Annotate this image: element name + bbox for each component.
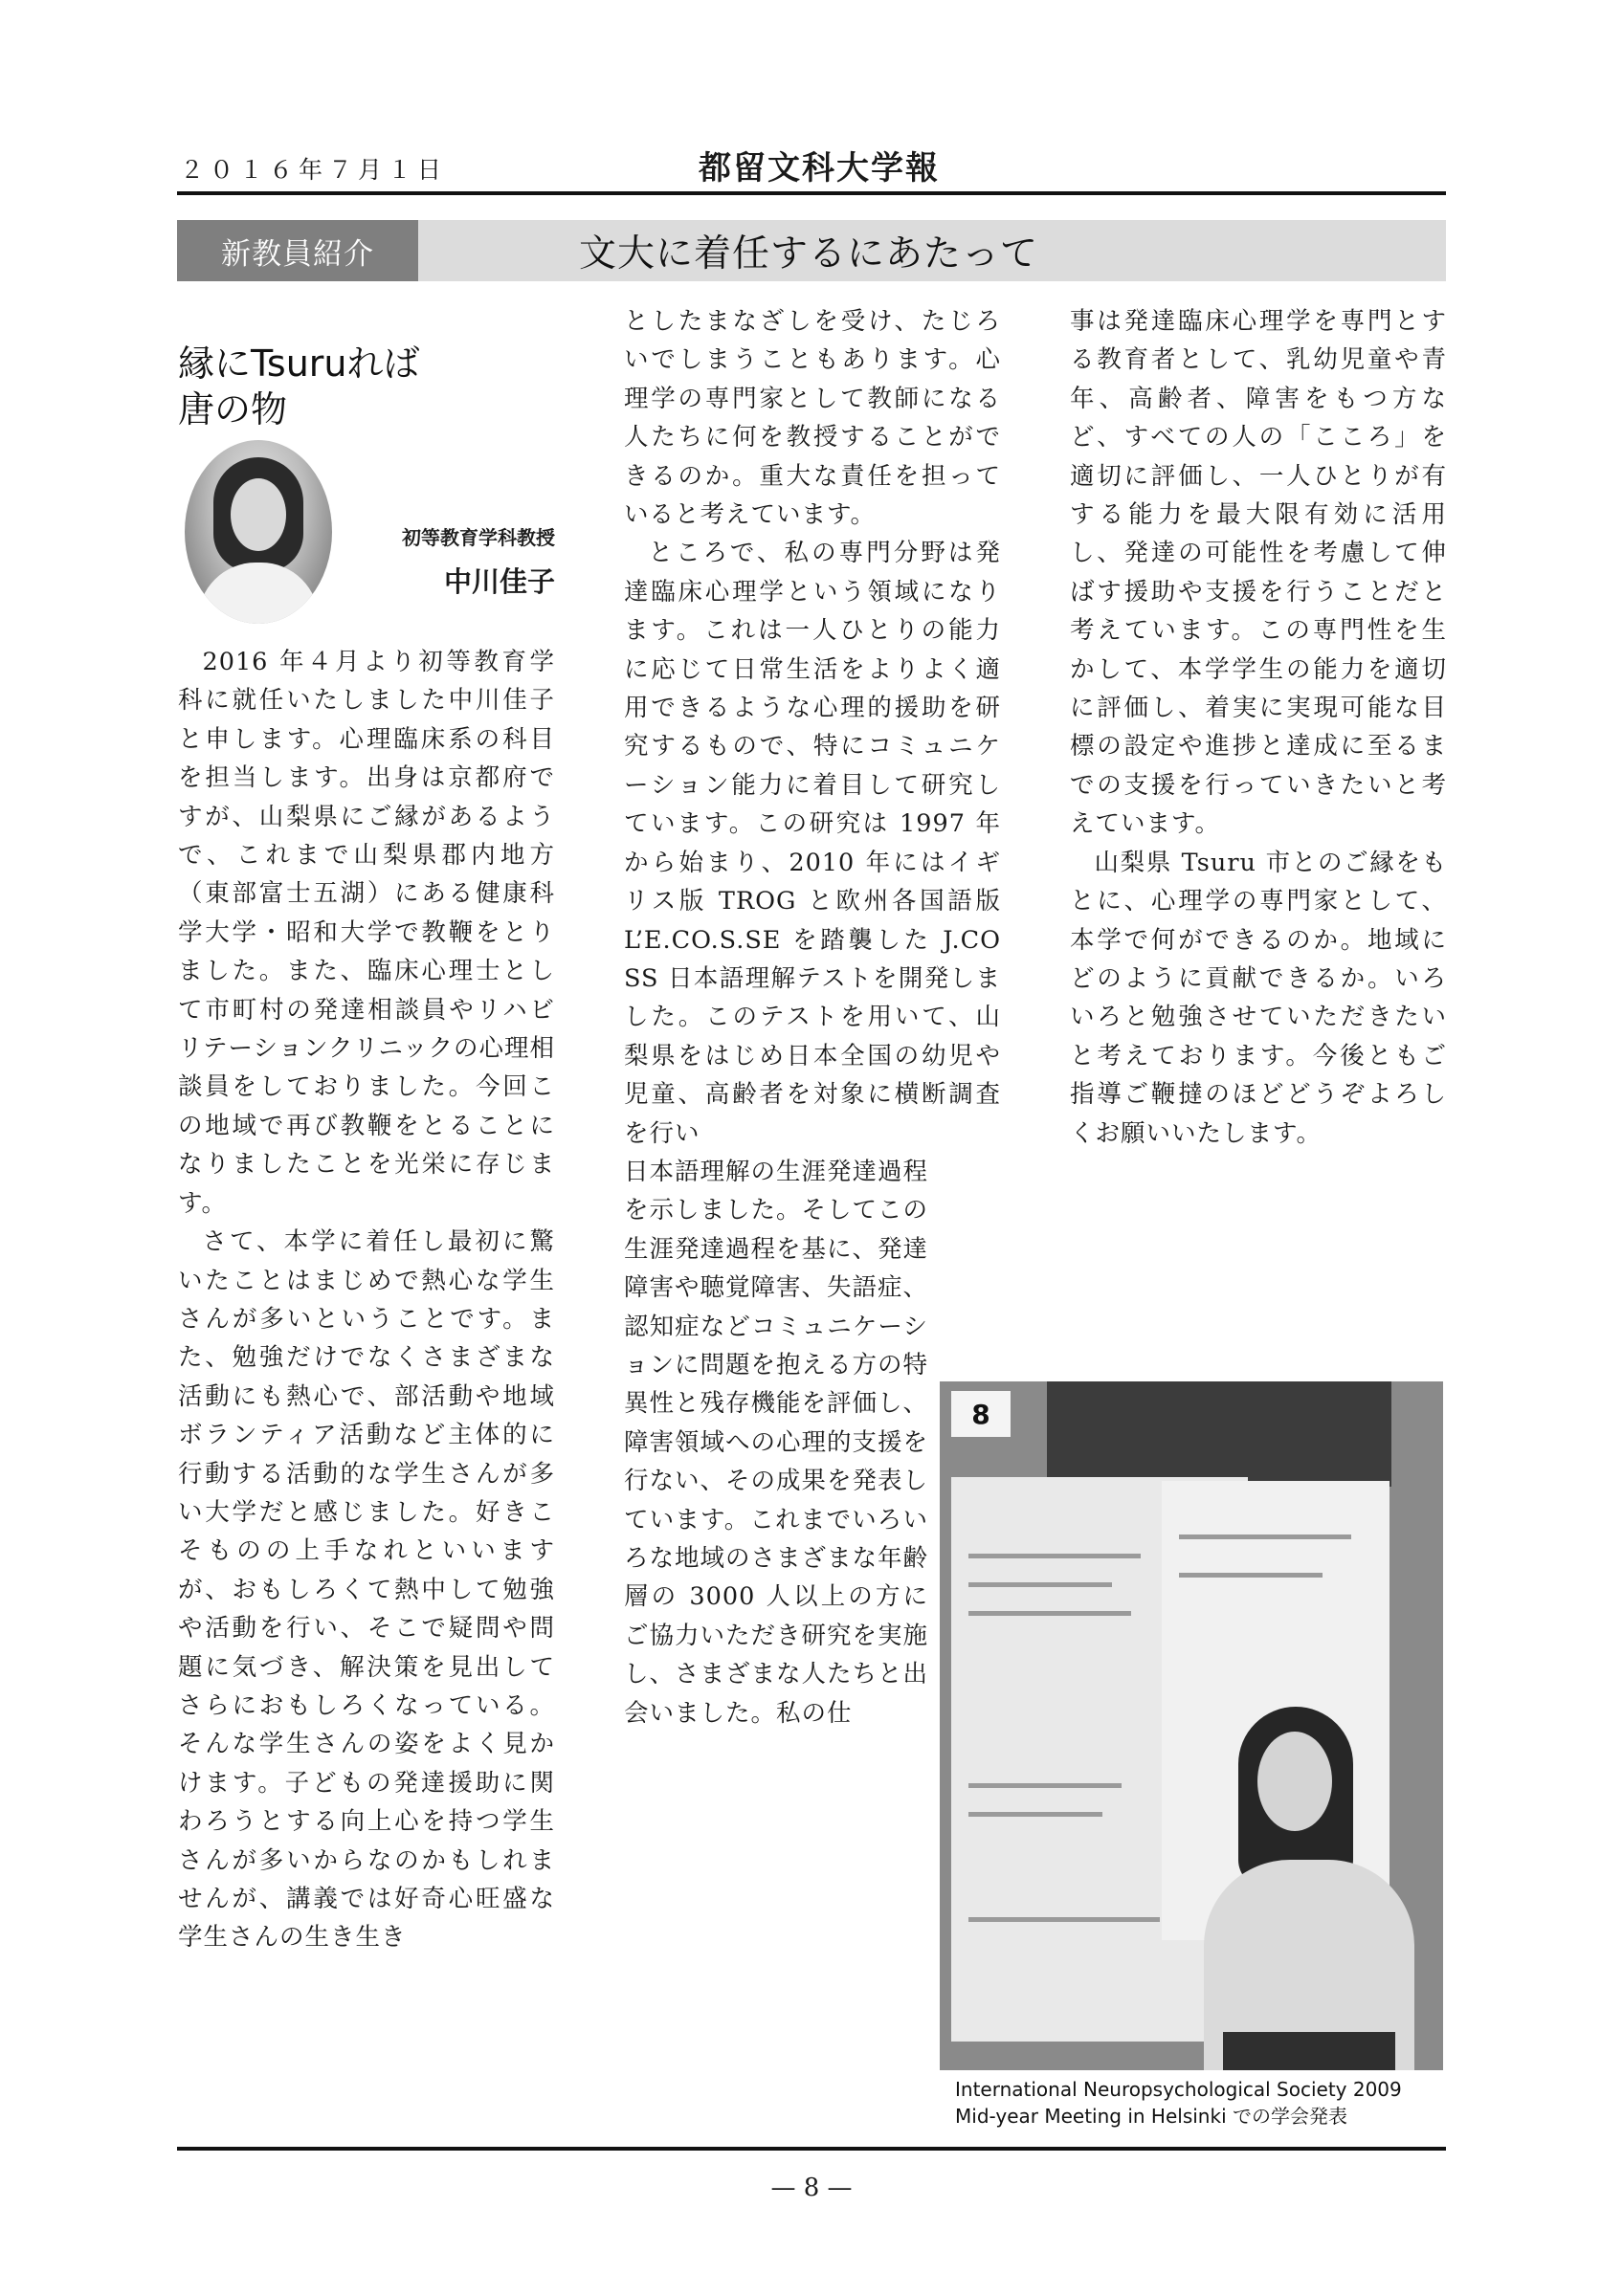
paragraph: 山梨県 Tsuru 市とのご縁をもとに、心理学の専門家として、本学で何ができるのか。地域にどのように貢献できるか。いろいろと勉強させていただきたいと考えております。今後ともご指導ご鞭撻のほどどうぞよろしくお願いいたします。 [1070, 848, 1447, 1148]
article-heading-line2: 唐の物 [178, 388, 288, 430]
photo-caption [955, 2076, 1453, 2130]
article-heading [178, 341, 522, 432]
presenter-skirt [1223, 2032, 1395, 2070]
issue-date: ２０１６年７月１日 [180, 156, 448, 184]
paragraph: 事は発達臨床心理学を専門とする教育者として、乳幼児童や青年、高齢者、障害をもつ方など、すべての人の「こころ」を適切に評価し、一人ひとりが有する能力を最大限有効に活用し、発達の可能性を考慮して伸ばす援助や支援を行うことだと考えています。この専門性を生かして、本学学生の能力を適切に評価し、着実に実現可能な目標の設定や進捗と達成に至るまでの支援を行っていきたいと考えています。 [1070, 307, 1447, 839]
bottom-rule [177, 2147, 1446, 2151]
portrait-body [198, 563, 319, 624]
paragraph: さて、本学に着任し最初に驚いたことはまじめで熱心な学生さんが多いということです。また、勉強だけでなくさまざまな活動にも熱心で、部活動や地域ボランティア活動など主体的に行動する活動的な学生さんが多い大学だと感じました。好きこそものの上手なれといいますが、おもしろくて熱中して勉強や活動を行い、そこで疑問や問題に気づき、解決策を見出してさらにおもしろくなっている。そんな学生さんの姿をよく見かけます。子どもの発達援助に関わろうとする向上心を持つ学生さんが多いからなのかもしれませんが、講義では好奇心旺盛な学生さんの生き生き [178, 1227, 555, 1953]
author-portrait [185, 440, 332, 624]
poster-text-line [968, 1917, 1160, 1922]
poster-text-line [1179, 1534, 1351, 1539]
poster-header-image [1047, 1381, 1391, 1487]
author-name: 中川佳子 [443, 565, 555, 598]
paragraph: ところで、私の専門分野は発達臨床心理学という領域になります。これは一人ひとりの能力に応じて日常生活をよりよく適用できるような心理的援助を研究するもので、特にコミュニケーション能力に着目して研究しています。この研究は 1997 年から始まり、2010 年にはイギリス版 TROG と欧州各国語版 L’E.CO.S.SE を踏襲した J.COSS 日本語理解テストを開発しました。このテストを用いて、山梨県をはじめ日本全国の幼児や児童、高齢者を対象に横断調査を行い [624, 539, 1001, 1148]
section-label: 新教員紹介 [177, 220, 418, 281]
author-affiliation: 初等教育学科教授 [402, 526, 555, 549]
presenter-face [1257, 1732, 1332, 1831]
poster-number-badge: 8 [951, 1391, 1011, 1437]
poster-text-line [1179, 1573, 1323, 1578]
page-number: — 8 — [770, 2174, 853, 2202]
poster-text-line [968, 1554, 1141, 1558]
paragraph: 2016 年４月より初等教育学科に就任いたしました中川佳子と申します。心理臨床系の科目を担当します。出身は京都府ですが、山梨県にご縁があるようで、これまで山梨県郡内地方（東部富士五湖）にある健康科学大学・昭和大学で教鞭をとりました。また、臨床心理士として市町村の発達相談員やリハビリテーションクリニックの心理相談員をしておりました。今回この地域で再び教鞭をとることになりましたことを光栄に存じます。 [178, 648, 555, 1218]
top-rule [177, 191, 1446, 195]
poster-text-line [968, 1783, 1122, 1788]
article-heading-line1: 縁にTsuruれば [178, 342, 420, 385]
paragraph: 日本語理解の生涯発達過程を示しました。そしてこの生涯発達過程を基に、発達障害や聴覚障害、失語症、認知症などコミュニケーションに問題を抱える方の特異性と残存機能を評価し、障害領域への心理的支援を行ない、その成果を発表しています。これまでいろいろな地域のさまざまな年齢層の 3000 人以上の方にご協力いただき研究を実施し、さまざまな人たちと出会いました。私の仕 [624, 1157, 929, 1728]
article-column-1 [178, 643, 555, 1957]
newsletter-title: 都留文科大学報 [699, 149, 940, 188]
photo-caption-line1: International Neuropsychological Society 2009 [955, 2078, 1402, 2101]
article-column-3 [1070, 302, 1447, 1153]
portrait-face [231, 478, 286, 551]
poster-text-line [968, 1611, 1131, 1616]
section-title: 文大に着任するにあたって [579, 232, 1039, 276]
photo-caption-line2: Mid-year Meeting in Helsinki での学会発表 [955, 2105, 1347, 2128]
poster-text-line [968, 1582, 1112, 1587]
paragraph: としたまなざしを受け、たじろいでしまうこともあります。心理学の専門家として教師になる人たちに何を教授することができるのか。重大な責任を担っていると考えています。 [624, 307, 1001, 530]
paragraph-wrap [624, 1153, 928, 1733]
conference-photo [940, 1381, 1443, 2070]
poster-text-line [968, 1812, 1102, 1817]
section-banner [177, 220, 1446, 281]
